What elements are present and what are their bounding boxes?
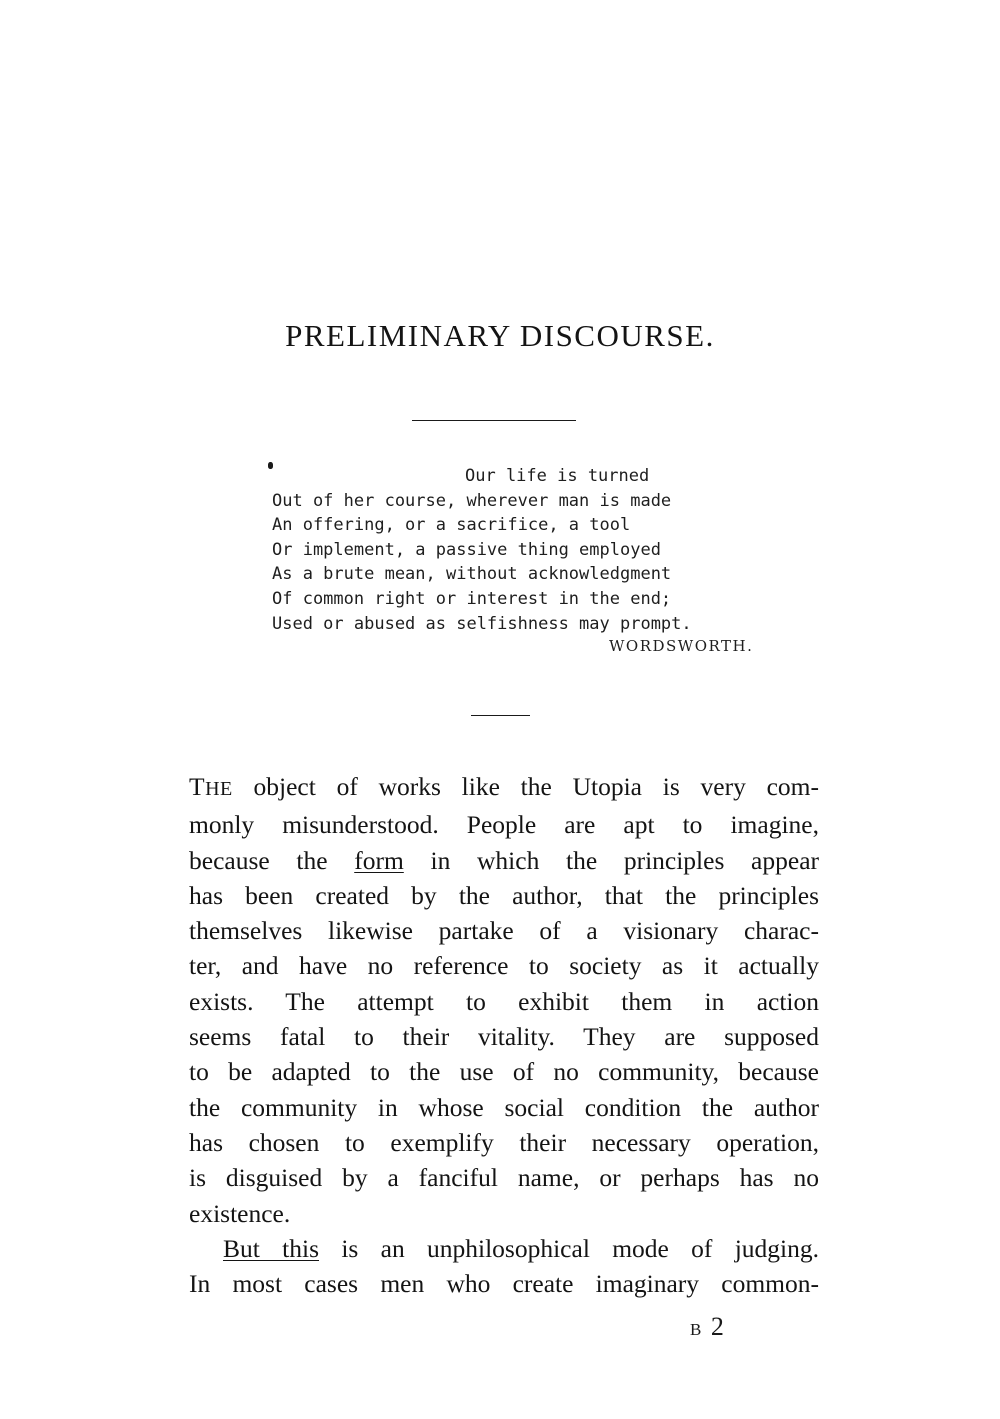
text-line: monly misunderstood. People are apt to imagine, — [189, 810, 819, 840]
title-divider — [412, 420, 576, 421]
signature-number: 2 — [710, 1312, 726, 1341]
verse-line: Our life is turned — [465, 466, 650, 486]
text-line: is disguised by a fanciful name, or perhaps has no — [189, 1163, 819, 1193]
text-line: existence. — [189, 1198, 291, 1228]
text-line: has been created by the author, that the principles — [189, 880, 819, 910]
text-line — [189, 1231, 819, 1266]
text-line: themselves likewise partake of a visionary charac- — [189, 916, 819, 946]
line-text: is an unphilosophical mode of judging. — [341, 1233, 820, 1263]
text-line: the community in whose social condition the author — [189, 1092, 819, 1122]
paragraph-2 — [189, 1231, 819, 1302]
text-line: exists. The attempt to exhibit them in action — [189, 986, 819, 1016]
page-title: PRELIMINARY DISCOURSE. — [285, 318, 715, 353]
text-line: to be adapted to the use of no community, because — [189, 1057, 819, 1087]
body-text — [189, 769, 819, 1301]
text-line — [189, 843, 819, 878]
paragraph-1 — [189, 769, 819, 1231]
text-line: seems fatal to their vitality. They are supposed — [189, 1022, 819, 1052]
verse-line: Used or abused as selfishness may prompt. — [272, 613, 692, 634]
section-divider — [471, 715, 530, 716]
verse-line: Of common right or interest in the end; — [272, 588, 672, 609]
verse-line: An offering, or a sacrifice, a tool — [272, 515, 631, 536]
verse-line: Or implement, a passive thing employed — [272, 539, 661, 560]
signature-mark — [690, 1312, 726, 1342]
signature-letter: B — [690, 1320, 703, 1339]
line-text: in which the principles appear — [430, 845, 820, 875]
text-line: ter, and have no reference to society as it actually — [189, 951, 819, 981]
underlined-word: form — [354, 845, 404, 875]
verse-line: As a brute mean, without acknowledgment — [272, 564, 672, 585]
drop-word-initial: T — [189, 772, 206, 801]
underlined-phrase: But this — [223, 1233, 319, 1263]
verse-line: Out of her course, wherever man is made — [272, 490, 672, 511]
text-line: has chosen to exemplify their necessary operation, — [189, 1127, 819, 1157]
text-line — [189, 769, 819, 807]
epigraph-verse — [272, 464, 772, 636]
text-line: In most cases men who create imaginary common- — [189, 1269, 819, 1299]
line-text: object of works like the Utopia is very com- — [253, 772, 819, 801]
epigraph-attribution: WORDSWORTH. — [609, 637, 754, 655]
line-text: because the — [189, 845, 328, 875]
drop-word-rest: HE — [205, 778, 233, 800]
drop-word — [189, 772, 233, 801]
